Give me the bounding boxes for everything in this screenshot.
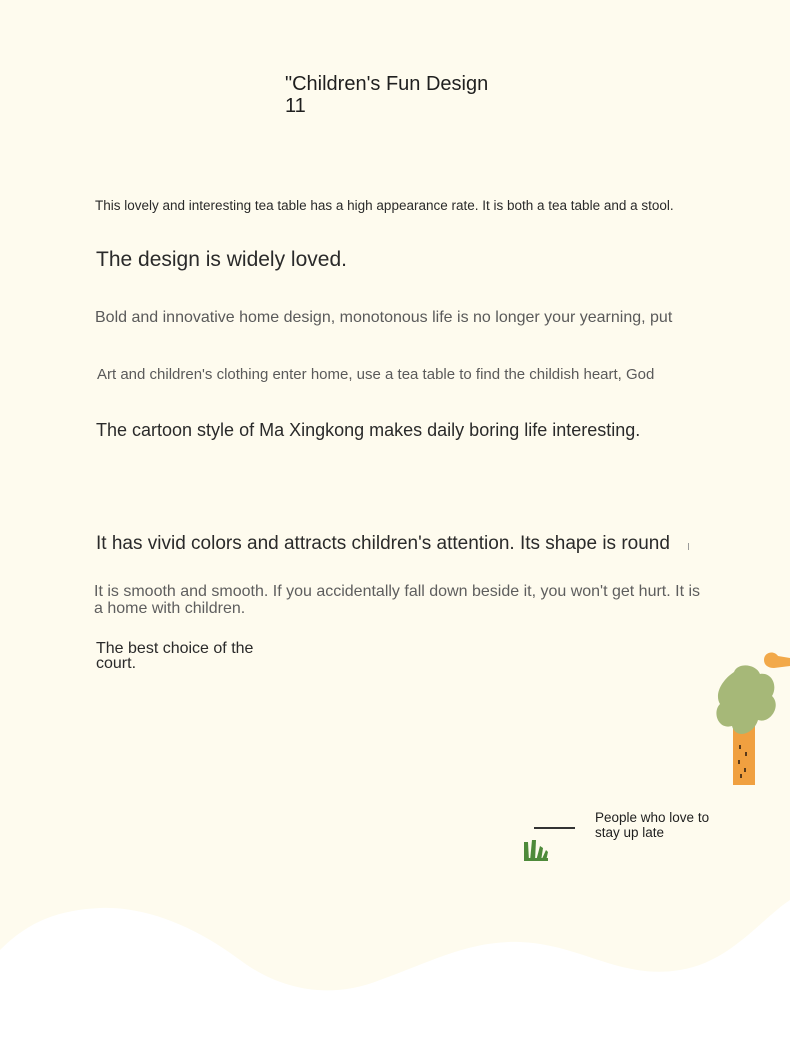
design-loved-heading: The design is widely loved.: [96, 248, 347, 271]
text-cursor-mark: [688, 543, 689, 550]
best-choice-paragraph: The best choice of the court.: [96, 640, 254, 672]
grass-icon: [522, 838, 550, 862]
cartoon-style-paragraph: The cartoon style of Ma Xingkong makes daily boring life interesting.: [96, 420, 641, 440]
divider-line: [534, 827, 575, 829]
page-title: [285, 73, 515, 117]
bird-icon: [764, 653, 790, 668]
bold-design-paragraph: Bold and innovative home design, monotonous life is no longer your yearning, put: [95, 309, 673, 326]
tree-foliage: [716, 665, 775, 734]
intro-paragraph: This lovely and interesting tea table has a high appearance rate. It is both a tea table and a stool.: [95, 198, 674, 213]
vivid-colors-paragraph: It has vivid colors and attracts children's attention. Its shape is round: [96, 533, 670, 554]
title-line-1: "Children's Fun Design: [285, 73, 489, 95]
smooth-shape-paragraph: It is smooth and smooth. If you accidentally fall down beside it, you won't get hurt. It is a home with children.: [94, 583, 701, 617]
caption-text: People who love to stay up late: [595, 810, 710, 840]
bottom-wave-decoration: [0, 880, 790, 1055]
tree-illustration: [712, 650, 790, 790]
art-clothing-paragraph: Art and children's clothing enter home, use a tea table to find the childish heart, God: [97, 366, 655, 383]
title-line-2: 11: [285, 95, 306, 117]
